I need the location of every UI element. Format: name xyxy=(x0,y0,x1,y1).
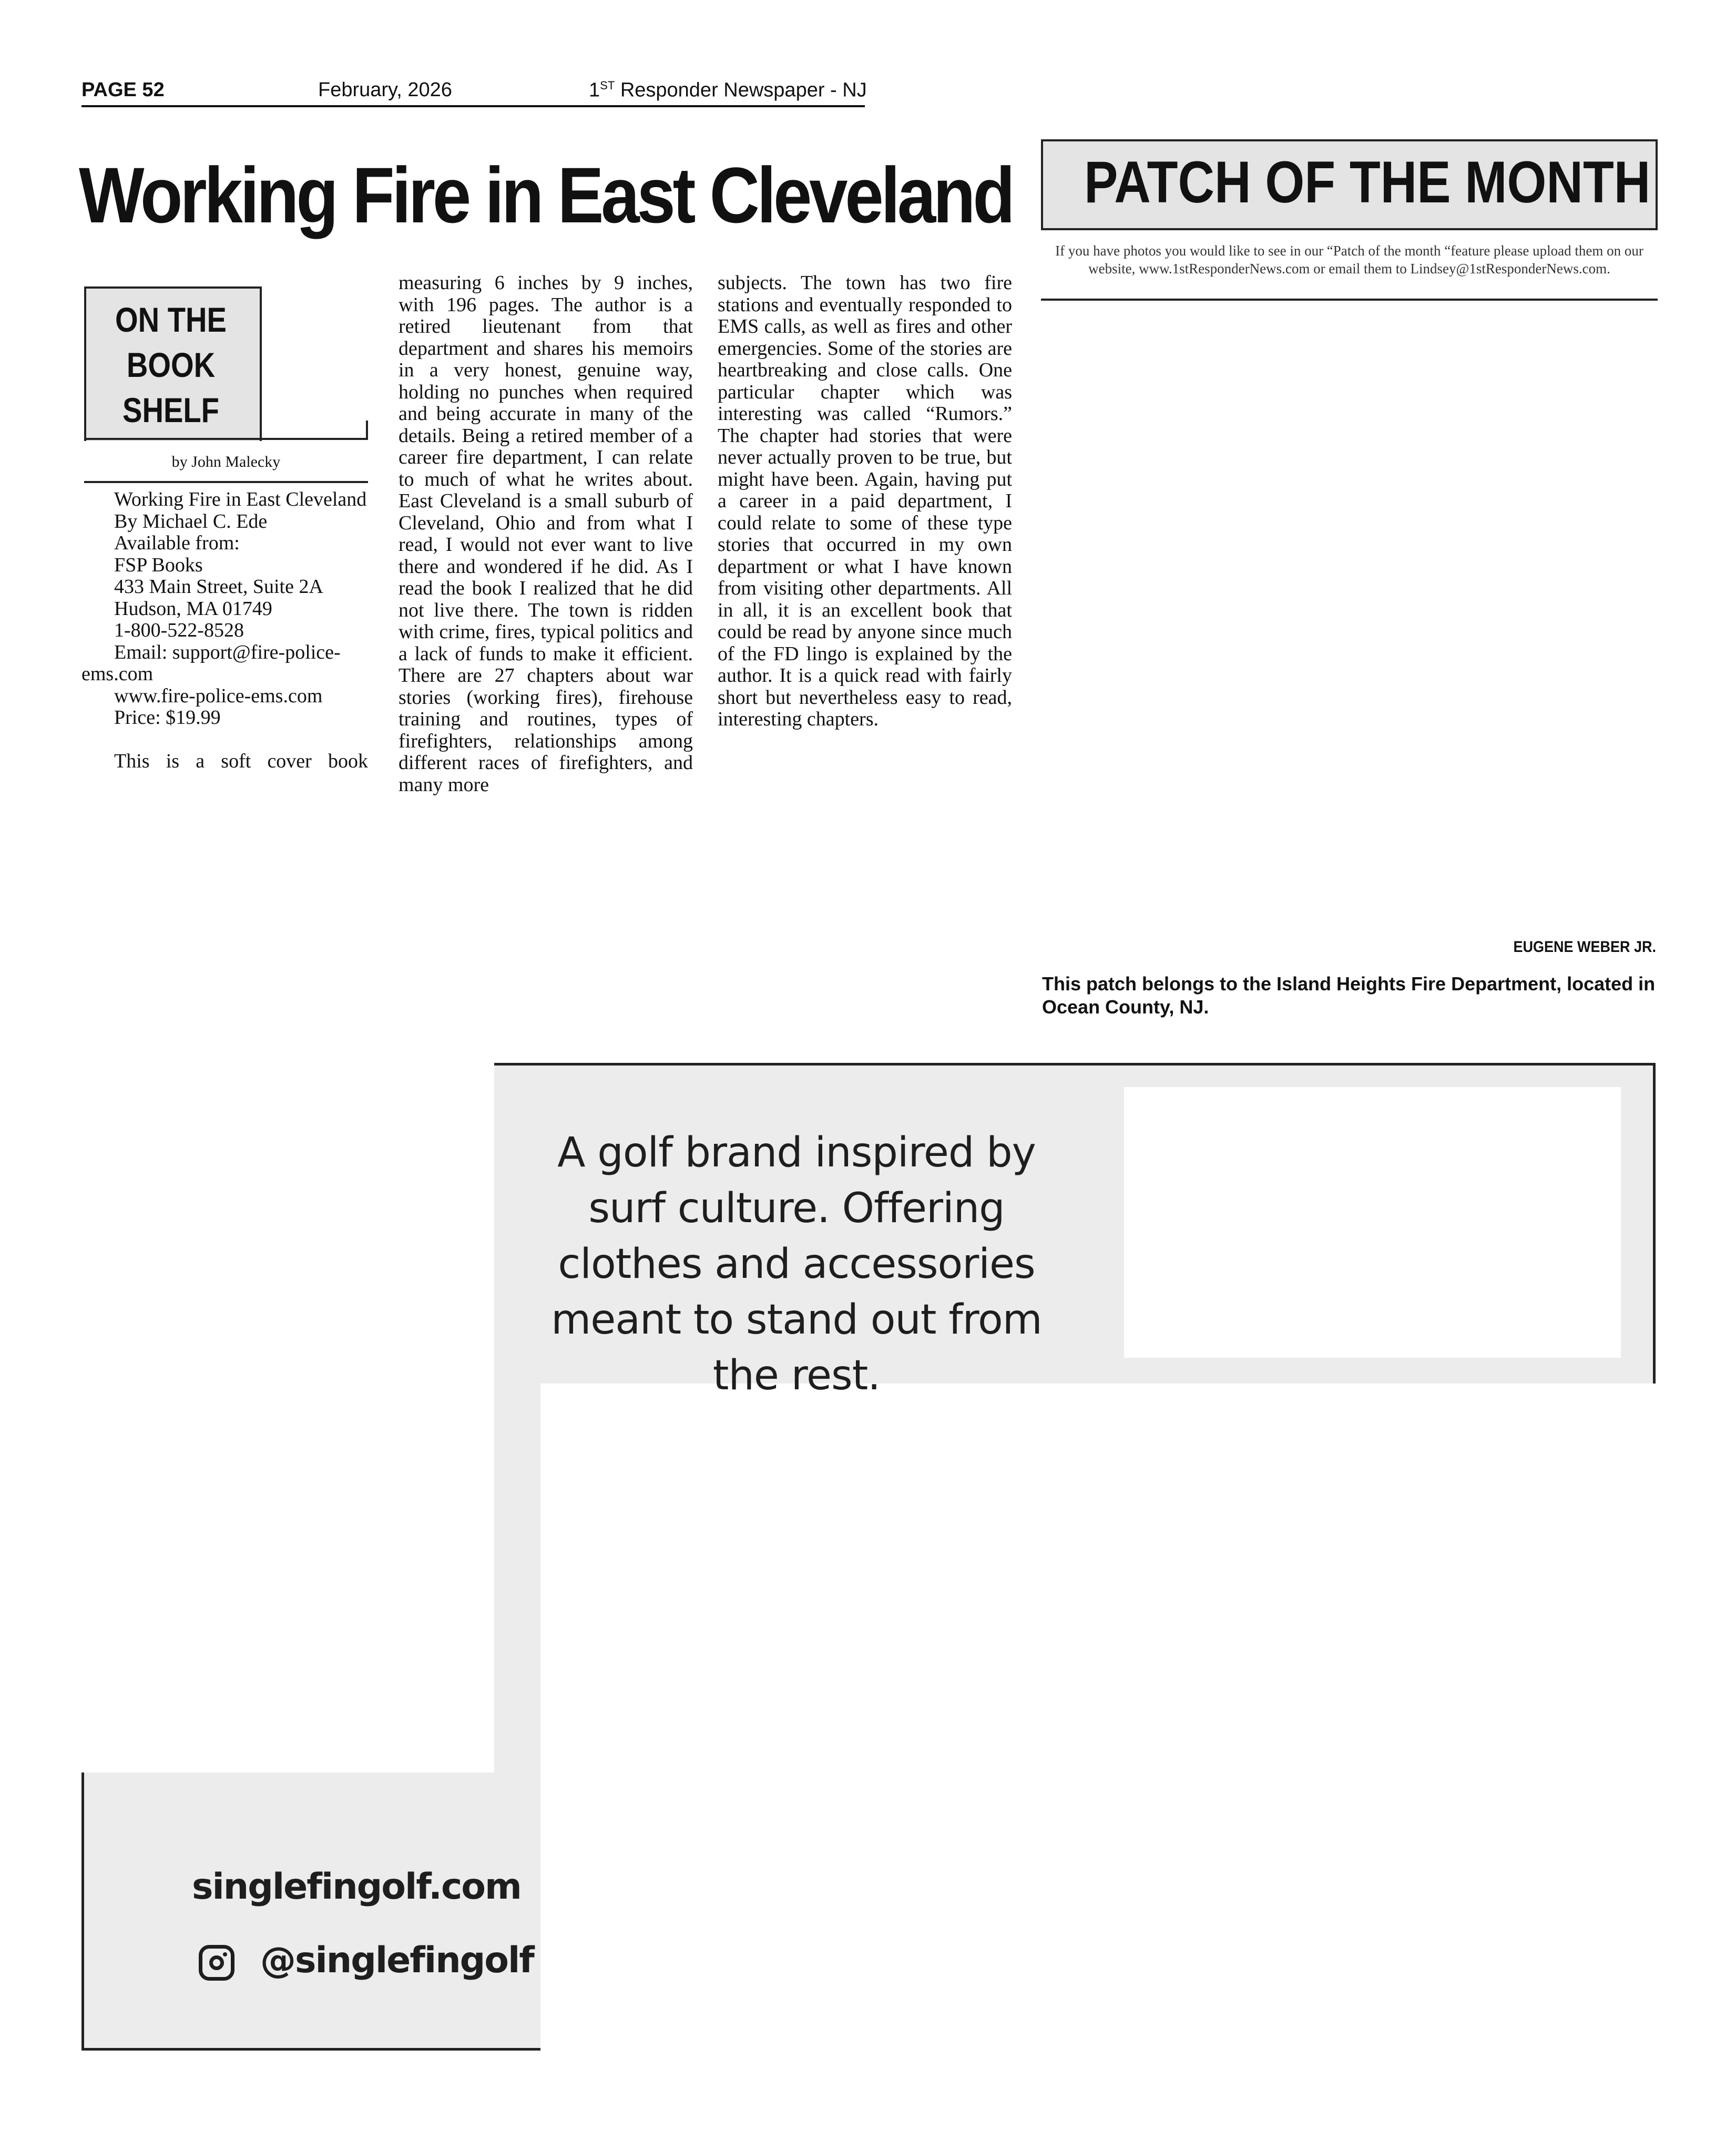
book-address-line: 433 Main Street, Suite 2A xyxy=(114,576,323,598)
book-title-line: Working Fire in East Cleveland xyxy=(114,488,367,510)
article-headline: Working Fire in East Cleveland xyxy=(79,151,1013,239)
instagram-icon xyxy=(199,1945,234,1981)
article-column-2 xyxy=(399,272,693,796)
article-paragraph: measuring 6 inches by 9 inches, with 196 pages. The author is a retired lieutenant from that department and shares his memoirs in a very honest, genuine way, holding no punches when required and being accurate in many of the details. Being a retired member of a career fire department, I can relate to much of what he writes about. East Cleveland is a small suburb of Cleveland, Ohio and from what I read, I would not ever want to live there and wondered if he did. As I read the book I realized that he did not live there. The town is ridden with crime, fires, typical politics and a lack of funds to make it efficient. There are 27 chapters about war stories (working fires), firehouse training and routines, types of firefighters, relationships among different races of firefighters, and many more xyxy=(399,272,693,796)
book-email-line: Email: support@fire-police-ems.com xyxy=(81,641,341,685)
book-availability-line: Available from: xyxy=(114,532,240,554)
ad-background-footer xyxy=(81,1773,540,2050)
book-phone-line: 1-800-522-8528 xyxy=(114,619,244,641)
section-title-line: SHELF xyxy=(122,391,219,429)
patch-rule xyxy=(1041,299,1658,301)
ad-border-right xyxy=(1653,1063,1656,1384)
ad-copy: A golf brand inspired by surf culture. Offering clothes and accessories meant to stand out from the rest. xyxy=(551,1129,1042,1399)
patch-title: PATCH OF THE MONTH xyxy=(1084,149,1651,215)
section-title-line: BOOK xyxy=(126,345,216,384)
article-column-1 xyxy=(81,489,368,773)
section-box-edge xyxy=(366,421,368,440)
book-author-line: By Michael C. Ede xyxy=(114,510,268,532)
page-number: PAGE 52 xyxy=(81,79,165,101)
ad-website: singlefingolf.com xyxy=(192,1866,521,1908)
byline-rule xyxy=(84,481,368,483)
publication-sup: ST xyxy=(600,79,615,92)
book-city-line: Hudson, MA 01749 xyxy=(114,597,272,620)
section-title-line: ON THE xyxy=(115,300,227,339)
article-column-3 xyxy=(718,272,1012,731)
ad-image-panel xyxy=(1124,1087,1621,1358)
section-title xyxy=(97,297,245,433)
patch-note: If you have photos you would like to see in our “Patch of the month “feature please upload them on our website, www.1stResponderNews.com or email them to Lindsey@1stResponderNews.com. xyxy=(1055,243,1643,276)
patch-caption: This patch belongs to the Island Heights Fire Department, located in Ocean County, NJ. xyxy=(1042,973,1656,1018)
paragraph-gap xyxy=(81,729,368,751)
photo-credit: EUGENE WEBER JR. xyxy=(1513,938,1656,956)
book-publisher-line: FSP Books xyxy=(114,554,203,576)
ad-background-strip xyxy=(494,1384,540,1783)
book-website-line: www.fire-police-ems.com xyxy=(114,684,323,707)
book-price-line: Price: $19.99 xyxy=(114,706,221,729)
issue-date: February, 2026 xyxy=(318,79,452,101)
ad-border-bottom xyxy=(81,2048,540,2051)
ad-social-handle: @singlefingolf xyxy=(260,1940,534,1981)
article-paragraph: subjects. The town has two fire stations and eventually responded to EMS calls, as well as fires and other emergencies. Some of the stories are heartbreaking and close calls. One particular chapter which was interesting was called “Rumors.” The chapter had stories that were never actually proven to be true, but might have been. Again, having put a career in a paid department, I could relate to some of these type stories that occurred in my own department or what I have known from visiting other departments. All in all, it is an excellent book that could be read by anyone since much of the FD lingo is explained by the author. It is a quick read with fairly short but nevertheless easy to read, interesting chapters. xyxy=(718,272,1012,730)
byline: by John Malecky xyxy=(171,453,281,470)
article-paragraph: This is a soft cover book xyxy=(114,750,368,772)
publication-rest: Responder Newspaper - NJ xyxy=(615,79,867,101)
section-box-rule xyxy=(84,438,368,440)
publication-name xyxy=(589,79,867,102)
ad-border-top xyxy=(494,1063,1655,1066)
ad-border-left xyxy=(81,1773,84,2050)
publication-prefix: 1 xyxy=(589,79,600,101)
header-rule xyxy=(81,105,865,107)
